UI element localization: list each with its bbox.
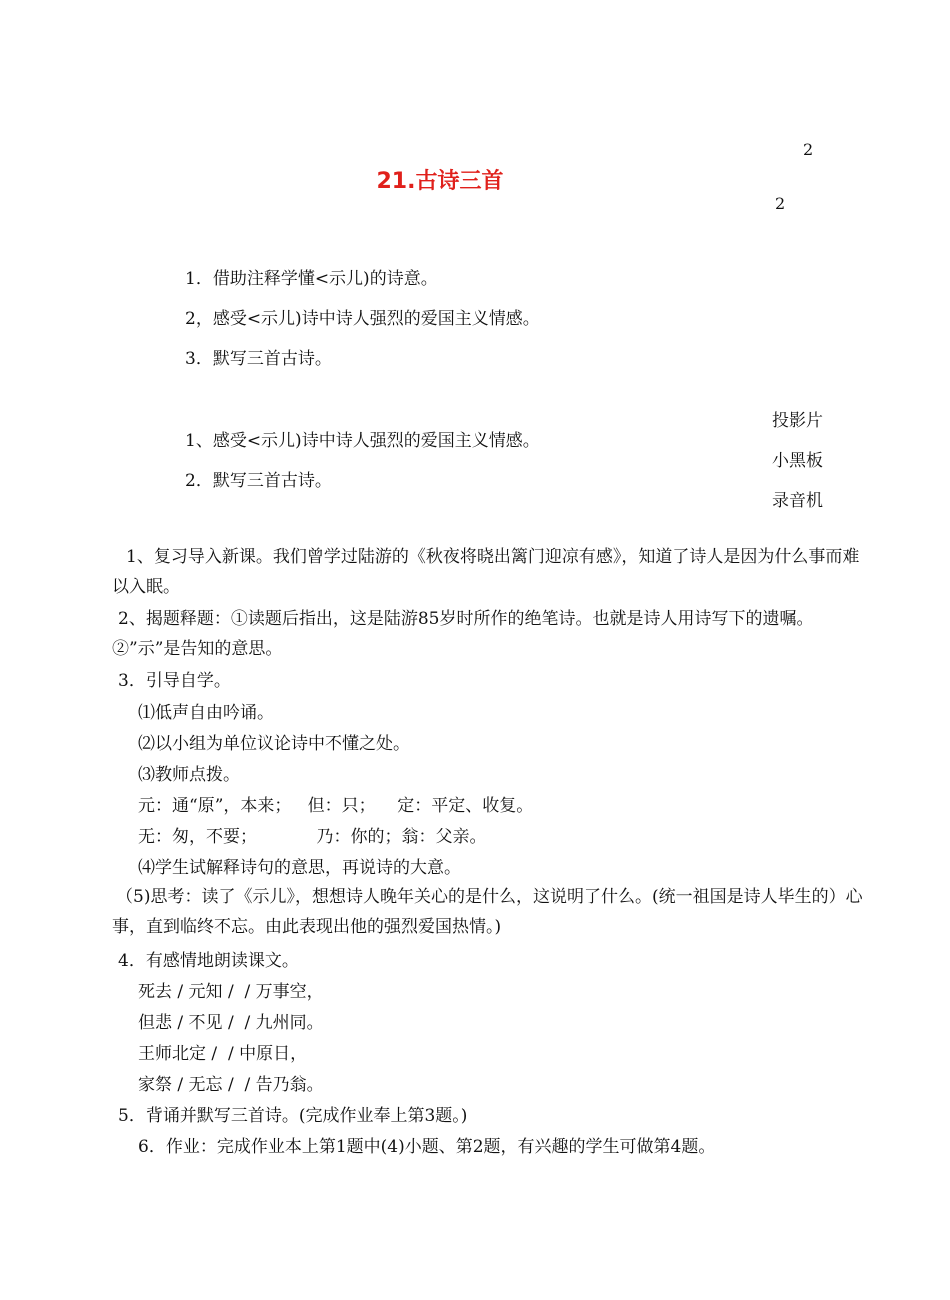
process-sub-2: ⑵以小组为单位议论诗中不懂之处。	[138, 734, 410, 754]
material-item: 录音机	[772, 491, 823, 511]
process-sub-3: ⑶教师点拨。	[138, 765, 240, 785]
keypoint-item: 1、感受<示儿)诗中诗人强烈的爱国主义情感。	[185, 431, 540, 451]
material-item: 小黑板	[772, 451, 823, 471]
poem-line: 死去 / 元知 / / 万事空，	[138, 982, 324, 1002]
keypoint-item: 2．默写三首古诗。	[185, 471, 332, 491]
page-title: 21.古诗三首	[376, 169, 504, 194]
process-step-3: 3．引导自学。	[118, 671, 231, 691]
process-step-4: 4．有感情地朗读课文。	[118, 951, 299, 971]
process-step-1: 1、复习导入新课。我们曾学过陆游的《秋夜将晓出篱门迎凉有感》，知道了诗人是因为什么事而难以入眠。	[112, 547, 860, 597]
process-step-2: 2、揭题释题：①读题后指出，这是陆游85岁时所作的绝笔诗。也就是诗人用诗写下的遗嘱。②”示”是告知的意思。	[112, 609, 814, 659]
poem-line: 但悲 / 不见 / / 九州同。	[138, 1013, 324, 1033]
goal-item: 3．默写三首古诗。	[185, 349, 332, 369]
goal-item: 2，感受<示儿)诗中诗人强烈的爱国主义情感。	[185, 309, 540, 329]
goal-item: 1．借助注释学懂<示儿)的诗意。	[185, 269, 438, 289]
page-number-sub: 2	[775, 194, 786, 213]
process-sub-1: ⑴低声自由吟诵。	[138, 703, 274, 723]
process-sub-4: ⑷学生试解释诗句的意思，再说诗的大意。	[138, 858, 461, 878]
gloss-line: 无：匆，不要； 乃：你的；翁：父亲。	[138, 827, 487, 847]
poem-line: 家祭 / 无忘 / / 告乃翁。	[138, 1075, 324, 1095]
material-item: 投影片	[772, 411, 823, 431]
page-number-top: 2	[803, 140, 814, 159]
process-step-5: 5．背诵并默写三首诗。(完成作业奉上第3题。)	[118, 1106, 468, 1126]
poem-line: 王师北定 / / 中原日，	[138, 1044, 308, 1064]
gloss-line: 元：通“原”，本来； 但：只； 定：平定、收复。	[138, 796, 534, 816]
process-step-6: 6．作业：完成作业本上第1题中(4)小题、第2题，有兴趣的学生可做第4题。	[138, 1137, 716, 1157]
process-sub-5: （5)思考：读了《示儿》，想想诗人晚年关心的是什么，这说明了什么。(统一祖国是诗人毕生的）心事，直到临终不忘。由此表现出他的强烈爱国热情。)	[112, 887, 863, 937]
